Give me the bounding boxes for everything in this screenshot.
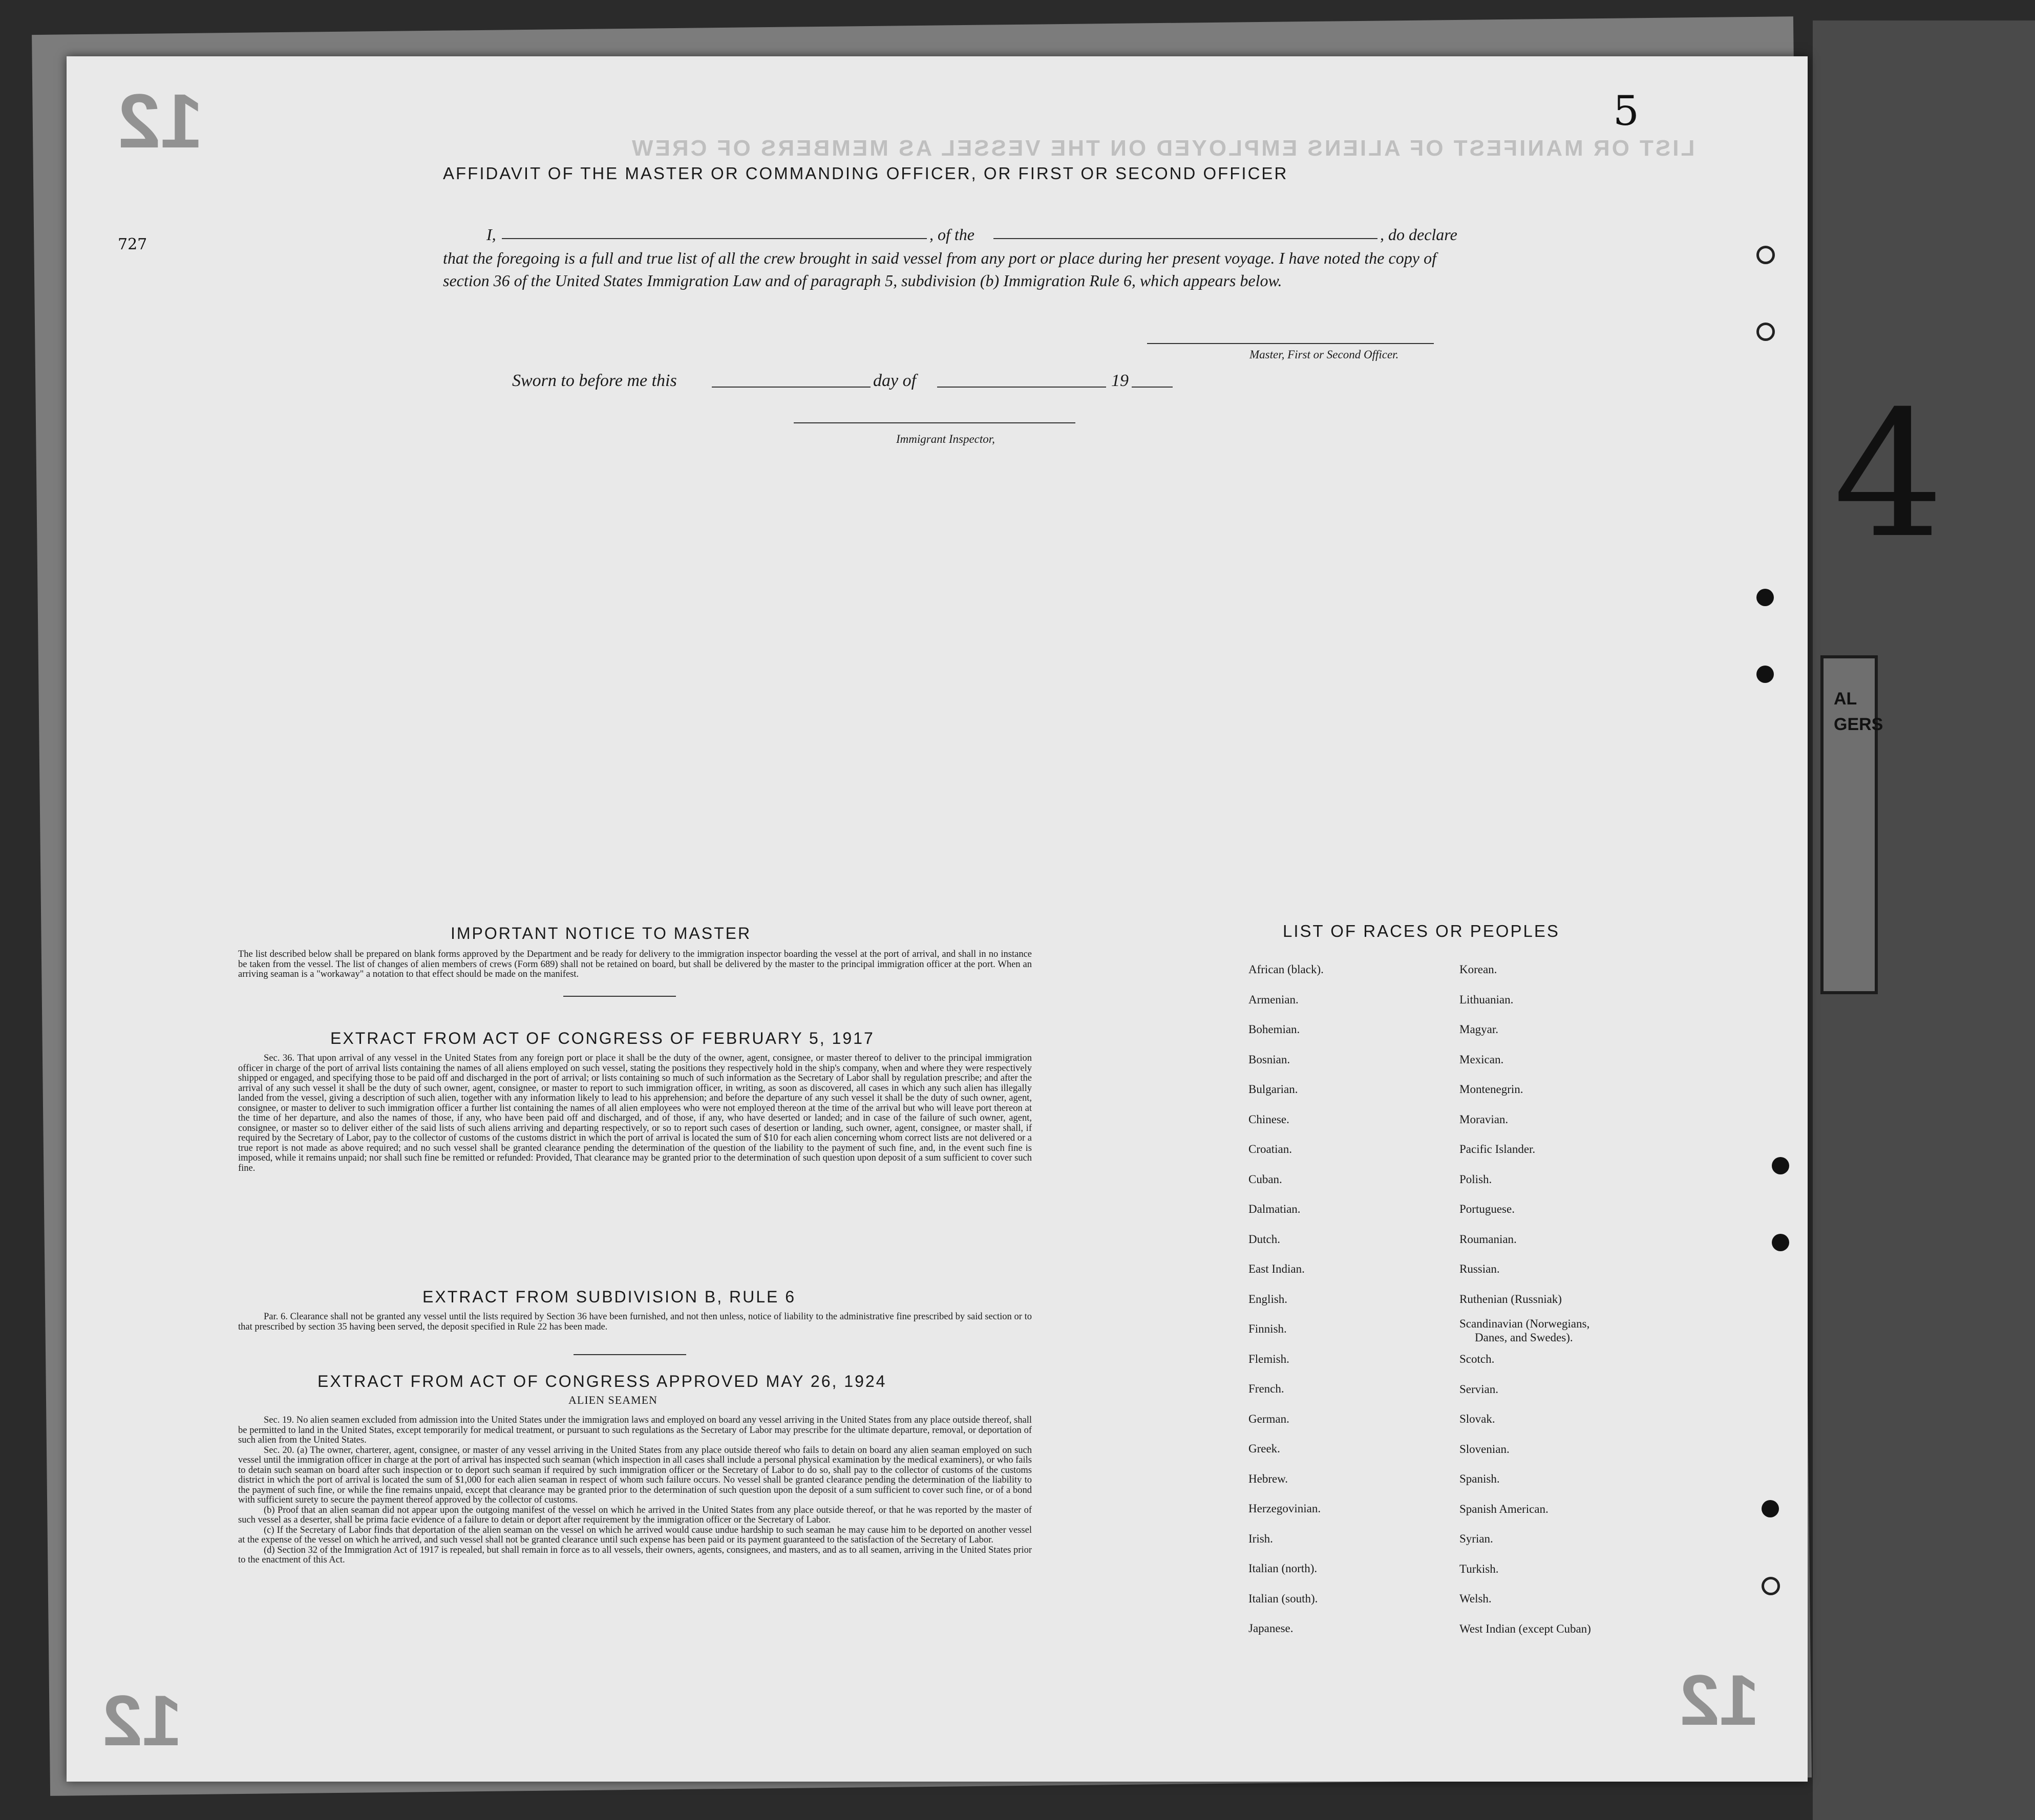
- race-item: Spanish.: [1459, 1472, 1500, 1485]
- vessel-blank: [993, 238, 1377, 239]
- handwritten-margin-note: 727: [118, 235, 147, 253]
- race-item: Mexican.: [1459, 1053, 1504, 1066]
- race-item: Herzegovinian.: [1248, 1502, 1321, 1515]
- extract-1917-title: EXTRACT FROM ACT OF CONGRESS OF FEBRUARY 5, 1917: [330, 1029, 875, 1047]
- page-number-bottom-left: 12: [102, 1680, 182, 1761]
- race-item: Servian.: [1459, 1382, 1499, 1396]
- page-number-top: 12: [118, 78, 203, 164]
- page-number-bottom-right: 12: [1680, 1660, 1760, 1740]
- affidavit-line-of-the: , of the: [929, 225, 974, 244]
- binder-hole: [1762, 1577, 1780, 1595]
- race-item: Chinese.: [1248, 1112, 1289, 1126]
- race-item: Slovak.: [1459, 1412, 1495, 1425]
- race-item: Magyar.: [1459, 1023, 1499, 1036]
- sworn-text: Sworn to before me this: [512, 371, 677, 390]
- sworn-date-blank: [712, 387, 871, 388]
- extract-rule6-title: EXTRACT FROM SUBDIVISION B, RULE 6: [422, 1288, 796, 1306]
- race-item-scandinavian: Scandinavian (Norwegians,: [1459, 1317, 1590, 1330]
- master-caption: Master, First or Second Officer.: [1249, 348, 1399, 361]
- race-item: Bohemian.: [1248, 1023, 1300, 1036]
- races-left-column: [1248, 955, 1324, 1644]
- race-item: Dalmatian.: [1248, 1203, 1301, 1215]
- tab-label-2: GERS: [1834, 715, 1883, 734]
- race-item: Polish.: [1459, 1172, 1492, 1186]
- race-item: Dutch.: [1248, 1232, 1280, 1246]
- extract-1924-sec20a: Sec. 20. (a) The owner, charterer, agent, consignee, or master of any vessel arriving in the United States from any place outside thereof who fails to detain on board any alien seaman employed on such vessel until the immigration officer in charge at the port of arrival has inspected such seaman (which inspection in all cases shall include a personal physical examination by the medical examiners), or who fails to detain such seaman on board after such inspection or to deport such seaman if required by such immigration officer or the Secretary of Labor to do so, shall pay to the collector of customs of the customs district in which the port of arrival is located the sum of $1,000 for each alien seaman in respect of whom such failure occurs. No vessel shall be granted clearance pending the determination of the liability to the payment of such fine, or while the fine remains unpaid, except that clearance may be granted prior to the determination of such question upon the deposit of a sum sufficient to cover such fine, or of a bond with sufficient surety to secure the payment thereof approved by the collector of customs.: [238, 1445, 1032, 1505]
- race-item: English.: [1248, 1292, 1288, 1305]
- extract-1924-sec20c: (c) If the Secretary of Labor finds that deportation of the alien seaman on the vessel on which he arrived would cause undue hardship to such seaman he may cause him to be deported on another vessel at the expense of the vessel on which he arrived, and such vessel shall not be granted clearance until such expense has been paid or its payment guaranteed to the satisfaction of the Secretary of Labor.: [238, 1525, 1032, 1545]
- inspector-caption: Immigrant Inspector,: [896, 433, 995, 445]
- race-item: Korean.: [1459, 963, 1497, 976]
- binder-hole: [1772, 1234, 1789, 1251]
- race-item: Croatian.: [1248, 1143, 1292, 1155]
- race-item: Spanish American.: [1459, 1502, 1549, 1515]
- sworn-month-blank: [937, 387, 1106, 388]
- rule6-divider: [574, 1354, 686, 1355]
- race-item: Montenegrin.: [1459, 1083, 1523, 1096]
- notice-text: The list described below shall be prepared on blank forms approved by the Department and be ready for delivery to the immigration inspector boarding the vessel at the port of arrival, and shall in no instance be taken from the vessel. The list of changes of alien members of crews (Form 689) shall not be retained on board, but shall be delivered by the master to the principal immigration officer at the port. When an arriving seaman is a "workaway" a notation to that effect should be made on the manifest.: [238, 949, 1032, 979]
- notice-divider: [563, 996, 676, 997]
- adjacent-page-tab: [1820, 655, 1883, 994]
- handwritten-number: 4: [1833, 374, 1944, 576]
- race-item: Moravian.: [1459, 1112, 1509, 1126]
- race-item: Flemish.: [1248, 1352, 1289, 1365]
- binder-hole: [1756, 589, 1774, 606]
- race-item: Portuguese.: [1459, 1203, 1515, 1215]
- race-item: East Indian.: [1248, 1262, 1305, 1275]
- affidavit-line-i: I,: [486, 225, 496, 244]
- extract-1924-subtitle: ALIEN SEAMEN: [568, 1394, 658, 1406]
- race-item: Ruthenian (Russniak): [1459, 1292, 1562, 1305]
- sworn-year: 19: [1111, 371, 1129, 390]
- race-item: Scotch.: [1459, 1353, 1495, 1365]
- affidavit-title: AFFIDAVIT OF THE MASTER OR COMMANDING OFFICER, OR FIRST OR SECOND OFFICER: [443, 164, 1288, 183]
- race-item: Italian (south).: [1248, 1592, 1318, 1605]
- master-signature-line: [1147, 343, 1434, 344]
- race-item: Bosnian.: [1248, 1053, 1290, 1066]
- race-item: Cuban.: [1248, 1172, 1282, 1186]
- race-item: Russian.: [1459, 1262, 1500, 1275]
- race-item: Pacific Islander.: [1459, 1143, 1536, 1155]
- race-item: Japanese.: [1248, 1622, 1294, 1635]
- sworn-year-blank: [1132, 387, 1173, 388]
- race-item: Hebrew.: [1248, 1472, 1288, 1485]
- race-item: [1459, 1314, 1591, 1344]
- races-title: LIST OF RACES OR PEOPLES: [1283, 922, 1560, 940]
- extract-1924-sec20b: (b) Proof that an alien seaman did not appear upon the outgoing manifest of the vessel on which he arrived in the United States from any place outside thereof, or that he was reported by the master of such vessel as a deserter, shall be prima facie evidence of a failure to detain or deport after requirement by the immigration officer or the Secretary of Labor.: [238, 1505, 1032, 1525]
- race-item: Greek.: [1248, 1442, 1280, 1455]
- race-item: French.: [1248, 1382, 1284, 1395]
- race-item: Welsh.: [1459, 1592, 1492, 1605]
- name-blank: [502, 238, 927, 239]
- race-item: Slovenian.: [1459, 1442, 1510, 1455]
- race-item: Roumanian.: [1459, 1232, 1517, 1246]
- extract-1924-sec19: Sec. 19. No alien seamen excluded from admission into the United States under the immigration laws and employed on board any vessel arriving in the United States from any place outside thereof, shall be permitted to land in the United States, except temporarily for medical treatment, or pursuant to such regulations as the Secretary of Labor may prescribe for the ultimate departure, removal, or deportation of such alien from the United States.: [238, 1415, 1032, 1445]
- sworn-day-of: day of: [873, 371, 917, 390]
- inspector-signature-line: [794, 422, 1075, 423]
- tab-label-1: AL: [1834, 689, 1857, 709]
- extract-rule6-text: Par. 6. Clearance shall not be granted any vessel until the lists required by Section 36 have been furnished, and not then unless, notice of liability to the administrative fine prescribed by said section or to that prescribed by section 35 having been served, the deposit specified in Rule 22 has been made.: [238, 1312, 1032, 1332]
- extract-1924-title: EXTRACT FROM ACT OF CONGRESS APPROVED MAY 26, 1924: [317, 1372, 887, 1390]
- race-item: German.: [1248, 1412, 1289, 1425]
- extract-1924-text: [238, 1416, 1032, 1566]
- race-item: Irish.: [1248, 1532, 1273, 1545]
- bleed-through-header: LIST OR MANIFEST OF ALIENS EMPLOYED ON THE VESSEL AS MEMBERS OF CREW: [630, 136, 1695, 161]
- race-item: Italian (north).: [1248, 1562, 1318, 1575]
- race-item: West Indian (except Cuban): [1459, 1622, 1591, 1635]
- race-item: Finnish.: [1248, 1322, 1287, 1335]
- binder-hole: [1772, 1157, 1789, 1174]
- race-item-scandinavian-cont: Danes, and Swedes).: [1475, 1331, 1573, 1344]
- race-item: Lithuanian.: [1459, 993, 1514, 1006]
- binder-hole: [1756, 323, 1775, 341]
- race-item: African (black).: [1248, 963, 1324, 976]
- affidavit-paragraph: that the foregoing is a full and true list of all the crew brought in said vessel from any port or place during her present voyage. I have noted the copy of section 36 of the United States Immigration Law and of paragraph 5, subdivision (b) Immigration Rule 6, which appears below.: [443, 249, 1436, 290]
- extract-1917-text: Sec. 36. That upon arrival of any vessel in the United States from any foreign port or place it shall be the duty of the owner, agent, consignee, or master thereof to deliver to the principal immigration officer in charge of the port of arrival lists containing the names of all aliens employed on such vessel, stating the positions they respectively hold in the ship's company, when and where they were respectively shipped or engaged, and specifying those to be paid off and discharged in the port of arrival; or lists containing so much of such information as the Secretary of Labor shall by regulation prescribe; and after the arrival of any such vessel it shall be the duty of such owner, agent, consignee, or master to report to such immigration officer, in writing, as soon as discovered, all cases in which any such alien has illegally landed from the vessel, giving a description of such alien, together with any information likely to lead to his apprehension; and before the departure of any such vessel it shall be the duty of such owner, agent, consignee, or master to deliver to such immigration officer a further list containing the names of all alien employees who were not employed thereon at the time of the arrival but who will leave port thereon at the time of her departure, and also the names of those, if any, who have been paid off and discharged, and of those, if any, who have deserted or landed; and in case of the failure of such owner, agent, consignee, or master so to deliver either of the said lists of such aliens arriving and departing respectively, or so to report such cases of desertion or landing, such owner, agent, consignee, or master shall, if required by the Secretary of Labor, pay to the collector of customs of the customs district in which the port of arrival is located the sum of $10 for each alien concerning whom correct lists are not delivered or a true report is not made as above required; and no such vessel shall be granted clearance pending the determination of the question of the liability to the payment of such fine, and, in the event such fine is imposed, while it remains unpaid; nor shall such fine be remitted or refunded: Provided, That clearance may be granted prior to the determination of such question upon deposit of a sum sufficient to cover such fine.: [238, 1053, 1032, 1173]
- notice-title: IMPORTANT NOTICE TO MASTER: [451, 924, 752, 943]
- race-item: Bulgarian.: [1248, 1083, 1298, 1096]
- races-right-column: [1459, 955, 1591, 1644]
- binder-hole: [1756, 666, 1774, 683]
- binder-hole: [1762, 1500, 1779, 1517]
- extract-1924-sec20d: (d) Section 32 of the Immigration Act of 1917 is repealed, but shall remain in force as to all vessels, their owners, agents, consignees, and masters, and as to all seamen, arriving in the United States prior to the enactment of this Act.: [238, 1545, 1032, 1565]
- affidavit-line-declare: , do declare: [1380, 225, 1457, 244]
- binder-hole: [1756, 246, 1775, 264]
- race-item: Turkish.: [1459, 1562, 1499, 1575]
- race-item: Syrian.: [1459, 1532, 1493, 1545]
- handwritten-corner-mark: 5: [1613, 87, 1639, 135]
- race-item: Armenian.: [1248, 993, 1299, 1006]
